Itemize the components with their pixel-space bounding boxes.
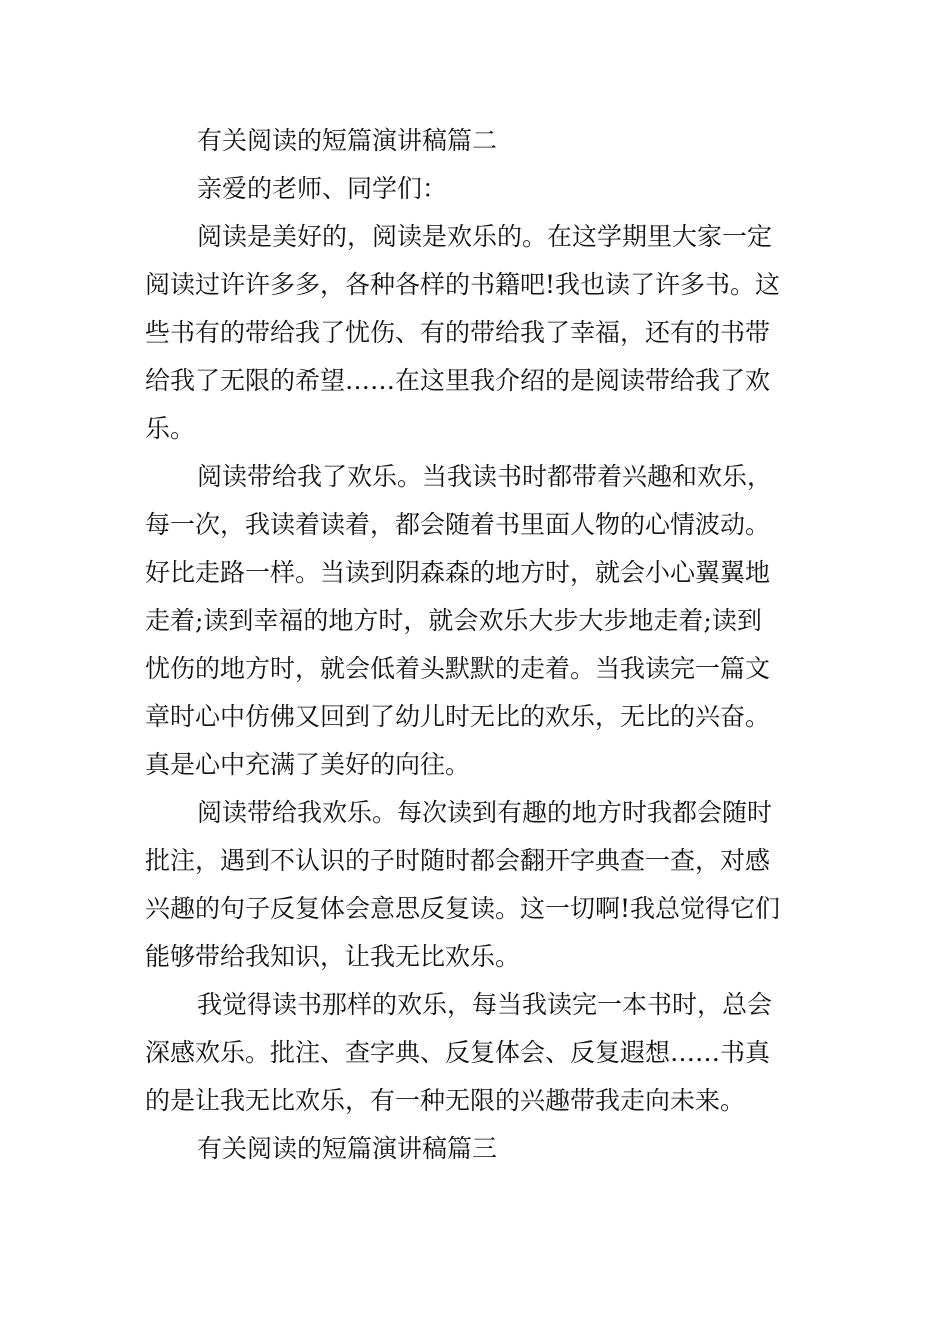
paragraph-line: 给我了无限的希望……在这里我介绍的是阅读带给我了欢 [145,366,771,395]
paragraph-line: 走着;读到幸福的地方时，就会欢乐大步大步地走着;读到 [145,606,762,635]
paragraph-line: 我觉得读书那样的欢乐，每当我读完一本书时，总会 [197,990,773,1019]
paragraph-line: 好比走路一样。当读到阴森森的地方时，就会小心翼翼地 [145,558,771,587]
paragraph-line: 每一次，我读着读着，都会随着书里面人物的心情波动。 [145,510,771,539]
document-body [145,128,813,1184]
salutation: 亲爱的老师、同学们： [197,174,448,203]
paragraph-line: 真是心中充满了美好的向往。 [145,750,471,779]
section-heading: 有关阅读的短篇演讲稿篇二 [197,126,498,155]
paragraph-line: 阅读带给我了欢乐。当我读书时都带着兴趣和欢乐， [197,462,773,491]
paragraph-line: 章时心中仿佛又回到了幼儿时无比的欢乐，无比的兴奋。 [145,702,771,731]
paragraph-line: 深感欢乐。批注、查字典、反复体会、反复遐想……书真 [145,1038,771,1067]
paragraph-line: 乐。 [145,414,196,443]
paragraph [145,464,813,777]
paragraph-line: 的是让我无比欢乐，有一种无限的兴趣带我走向未来。 [145,1086,746,1115]
section-heading: 有关阅读的短篇演讲稿篇三 [197,1134,498,1163]
paragraph-line: 兴趣的句子反复体会意思反复读。这一切啊!我总觉得它们 [145,894,781,923]
paragraph [145,800,813,969]
paragraph [145,992,813,1113]
paragraph-line: 忧伤的地方时，就会低着头默默的走着。当我读完一篇文 [145,654,771,683]
paragraph-line: 阅读过许许多多，各种各样的书籍吧!我也读了许多书。这 [145,270,781,299]
paragraph-line: 阅读是美好的，阅读是欢乐的。在这学期里大家一定 [197,222,773,251]
paragraph-line: 阅读带给我欢乐。每次读到有趣的地方时我都会随时 [197,798,773,827]
paragraph-line: 批注，遇到不认识的子时随时都会翻开字典查一查，对感 [145,846,771,875]
paragraph-line: 能够带给我知识，让我无比欢乐。 [145,942,521,971]
paragraph [145,224,813,441]
paragraph-line: 些书有的带给我了忧伤、有的带给我了幸福，还有的书带 [145,318,771,347]
